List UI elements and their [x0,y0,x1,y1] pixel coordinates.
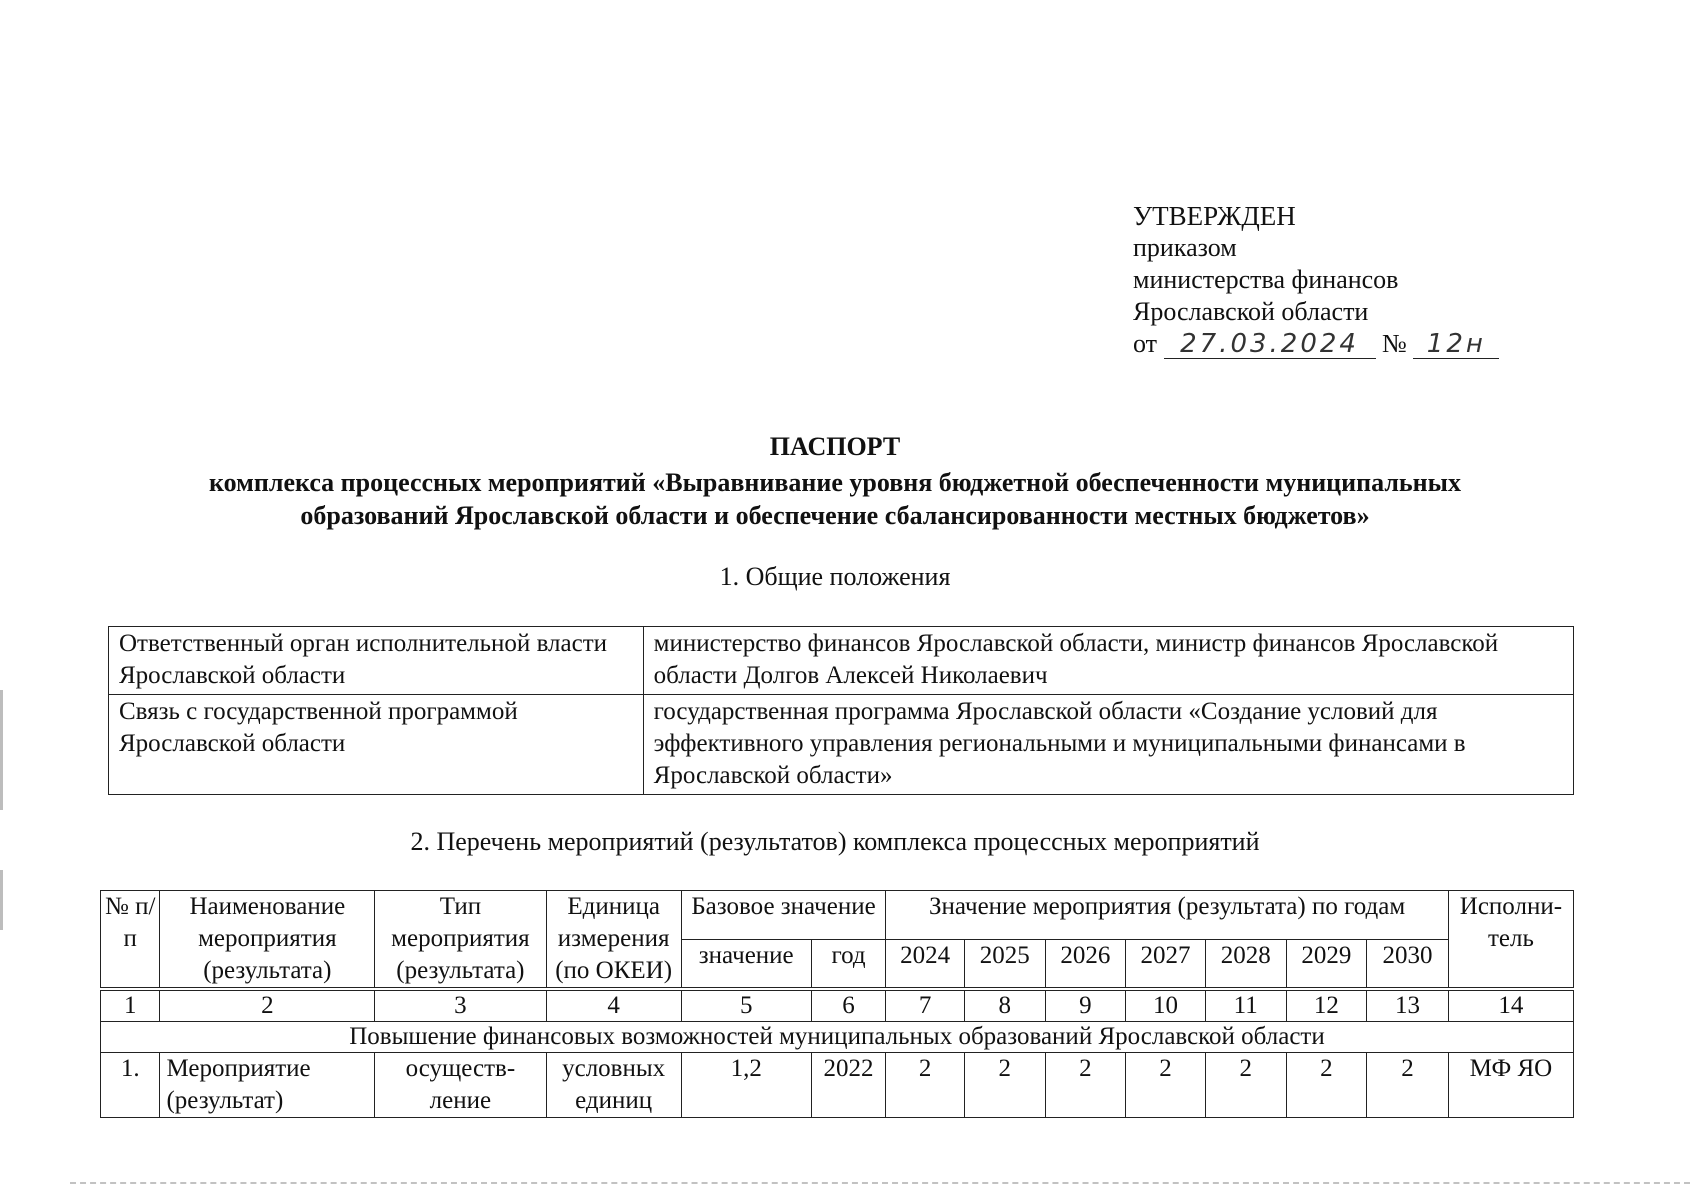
header-year: 2026 [1045,939,1126,988]
column-number: 14 [1448,991,1573,1022]
row-label: Связь с государственной программой Ярославской области [109,695,644,795]
section-1-heading: 1. Общие положения [719,562,951,591]
header-base: Базовое значение [681,891,886,940]
column-number: 9 [1045,991,1126,1022]
date-prefix: от [1133,329,1158,358]
number-prefix: № [1382,329,1407,358]
measures-table [100,890,1574,1118]
cell-unit: условных единиц [546,1053,681,1118]
cell-year-value: 2 [1205,1053,1286,1118]
column-number: 4 [546,991,681,1022]
column-number: 7 [886,991,965,1022]
cell-year-value: 2 [1367,1053,1449,1118]
document-title: ПАСПОРТ [769,432,901,461]
header-unit: Единица измерения (по ОКЕИ) [546,891,681,988]
group-title: Повышение финансовых возможностей муниципальных образований Ярославской области [101,1022,1574,1053]
table-row [109,695,1574,795]
cell-base-year: 2022 [811,1053,886,1118]
cell-executor: МФ ЯО [1448,1053,1573,1118]
handwritten-date: 27.03.2024 [1164,330,1376,359]
header-year: 2025 [964,939,1045,988]
header-executor: Исполни-тель [1448,891,1573,988]
header-base-year: год [811,939,886,988]
table-row [109,627,1574,695]
header-year: 2030 [1367,939,1449,988]
column-number: 5 [681,991,811,1022]
column-number: 2 [160,991,375,1022]
approval-line-3: Ярославской области [1133,297,1369,326]
header-year: 2028 [1205,939,1286,988]
cell-year-value: 2 [1045,1053,1126,1118]
header-year: 2024 [886,939,965,988]
row-value: государственная программа Ярославской области «Создание условий для эффективного управления региональными и муниципальными финансами в Ярославской области» [643,695,1573,795]
column-number: 10 [1126,991,1206,1022]
column-number: 11 [1205,991,1286,1022]
cell-num: 1. [101,1053,160,1118]
header-year: 2029 [1286,939,1367,988]
header-year: 2027 [1126,939,1206,988]
scan-edge-mark [0,690,3,810]
column-number: 3 [375,991,546,1022]
column-number: 6 [811,991,886,1022]
column-number: 13 [1367,991,1449,1022]
scan-artifact-line [70,1182,1690,1184]
approval-heading: УТВЕРЖДЕН [1133,201,1296,231]
column-number: 8 [964,991,1045,1022]
handwritten-number: 12н [1413,330,1499,359]
header-base-value: значение [681,939,811,988]
header-name: Наименование мероприятия (результата) [160,891,375,988]
cell-year-value: 2 [1126,1053,1206,1118]
column-number-row [101,991,1574,1022]
cell-type: осуществ-ление [375,1053,546,1118]
document-subtitle-line-2: образований Ярославской области и обеспечение сбалансированности местных бюджетов» [300,501,1370,530]
scan-edge-mark [0,870,3,930]
approval-block [1133,200,1499,360]
cell-year-value: 2 [964,1053,1045,1118]
section-2-heading: 2. Перечень мероприятий (результатов) комплекса процессных мероприятий [410,827,1260,856]
cell-year-value: 2 [1286,1053,1367,1118]
approval-date-line [1133,328,1499,360]
document-subtitle-line-1: комплекса процессных мероприятий «Выравнивание уровня бюджетной обеспеченности муниципальных [209,468,1461,497]
column-number: 12 [1286,991,1367,1022]
general-provisions-table [108,626,1574,795]
table-row [101,1053,1574,1118]
header-row-1 [101,891,1574,940]
cell-base-value: 1,2 [681,1053,811,1118]
row-label: Ответственный орган исполнительной власти Ярославской области [109,627,644,695]
header-num: № п/п [101,891,160,988]
column-number: 1 [101,991,160,1022]
header-type: Тип мероприятия (результата) [375,891,546,988]
cell-year-value: 2 [886,1053,965,1118]
row-value: министерство финансов Ярославской области, министр финансов Ярославской области Долгов Алексей Николаевич [643,627,1573,695]
cell-name: Мероприятие (результат) [160,1053,375,1118]
approval-line-1: приказом [1133,233,1237,262]
group-title-row [101,1022,1574,1053]
approval-line-2: министерства финансов [1133,265,1399,294]
header-years-group: Значение мероприятия (результата) по годам [886,891,1449,940]
